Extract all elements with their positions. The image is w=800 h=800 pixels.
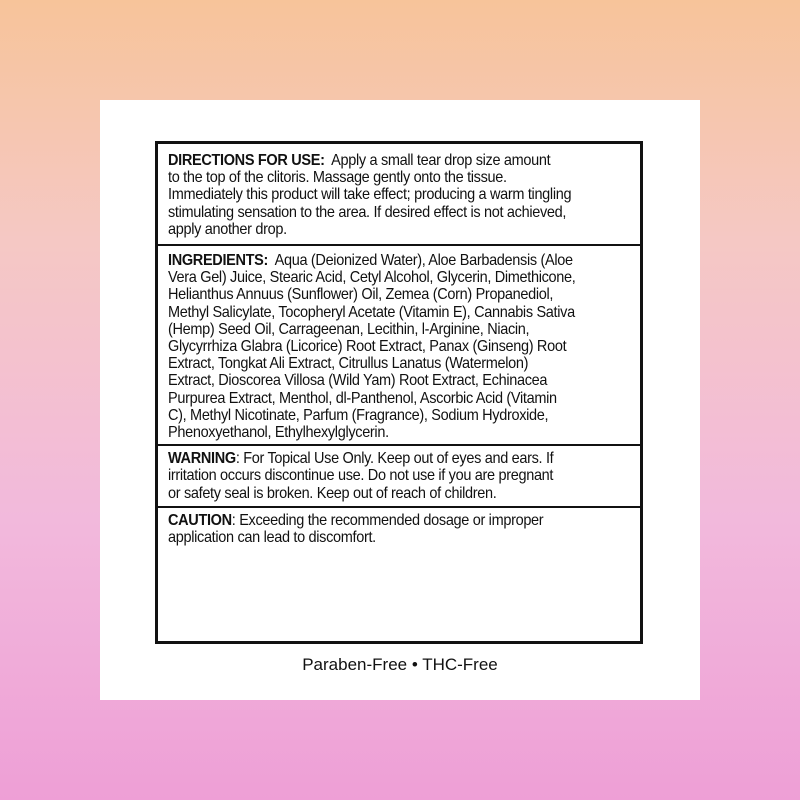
ingredients-line: Methyl Salicylate, Tocopheryl Acetate (Vitamin E), Cannabis Sativa (168, 303, 575, 321)
directions-line: Immediately this product will take effect; producing a warm tingling (168, 186, 572, 204)
ingredients-line: Extract, Dioscorea Villosa (Wild Yam) Root Extract, Echinacea (168, 372, 548, 390)
directions-heading: DIRECTIONS FOR USE: (168, 152, 325, 169)
caution-line: application can lead to discomfort. (168, 529, 376, 547)
ingredients-line: Glycyrrhiza Glabra (Licorice) Root Extract, Panax (Ginseng) Root (168, 338, 567, 356)
caution-section (168, 508, 633, 546)
ingredients-line: (Hemp) Seed Oil, Carrageenan, Lecithin, l-Arginine, Niacin, (168, 320, 530, 338)
directions-line: stimulating sensation to the area. If desired effect is not achieved, (168, 203, 567, 221)
ingredients-line: C), Methyl Nicotinate, Parfum (Fragrance), Sodium Hydroxide, (168, 406, 549, 424)
ingredients-line: Purpurea Extract, Menthol, dl-Panthenol, Ascorbic Acid (Vitamin (168, 389, 557, 407)
warning-heading: WARNING (168, 450, 236, 468)
ingredients-section (168, 246, 633, 444)
ingredients-line: Extract, Tongkat Ali Extract, Citrullus Lanatus (Watermelon) (168, 355, 529, 373)
label-box (155, 141, 643, 644)
ingredients-line: Vera Gel) Juice, Stearic Acid, Cetyl Alcohol, Glycerin, Dimethicone, (168, 269, 576, 287)
warning-line: : For Topical Use Only. Keep out of eyes and ears. If (235, 450, 554, 468)
directions-line: Apply a small tear drop size amount (331, 152, 551, 169)
directions-line: to the top of the clitoris. Massage gently onto the tissue. (168, 169, 507, 187)
warning-section (168, 446, 633, 506)
product-label-card (100, 100, 700, 700)
ingredients-line: Helianthus Annuus (Sunflower) Oil, Zemea (Corn) Propanediol, (168, 286, 554, 304)
ingredients-line: Phenoxyethanol, Ethylhexylglycerin. (168, 424, 389, 442)
warning-line: or safety seal is broken. Keep out of reach of children. (168, 484, 497, 502)
caution-line: : Exceeding the recommended dosage or improper (231, 511, 544, 529)
directions-line: apply another drop. (168, 220, 287, 238)
warning-line: irritation occurs discontinue use. Do not use if you are pregnant (168, 467, 554, 485)
directions-section (168, 144, 633, 244)
ingredients-line: Aqua (Deionized Water), Aloe Barbadensis (Aloe (274, 252, 573, 270)
footer-claims: Paraben-Free • THC-Free (302, 655, 498, 674)
caution-heading: CAUTION (168, 511, 232, 529)
ingredients-heading: INGREDIENTS: (168, 252, 269, 270)
